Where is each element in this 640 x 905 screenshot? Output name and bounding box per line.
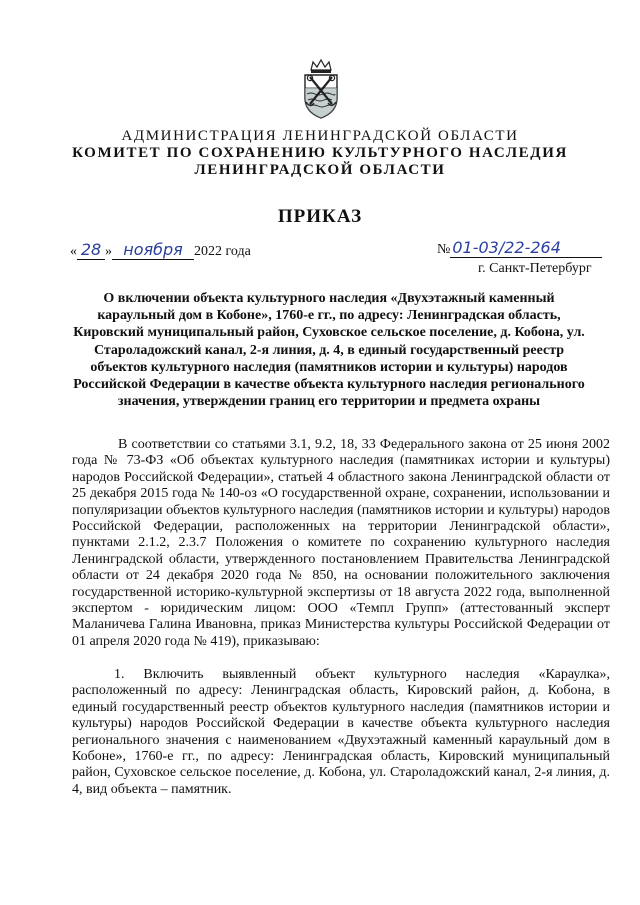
date-year: 2022 года xyxy=(194,244,251,259)
coat-of-arms-icon xyxy=(301,58,341,120)
clause-1-paragraph: 1. Включить выявленный объект культурного наследия «Караулка», расположенный по адресу: Ленинградская область, Кировский район, д. Кобона, в единый государственный реестр объектов культурного наследия (памятников истории и культуры) народов Российской Федерации в качестве объекта культурного наследия регионального значения с наименованием «Двухэтажный каменный караульный дом в Кобоне», 1760-е гг., по адресу: Ленинградская область, Кировский муниципальный район, Суховское сельское поселение, д. Кобона, ул. Староладожский канал, 2-я линия, д. 4, вид объекта – памятник. xyxy=(72,667,610,797)
number-handwritten: 01-03/22-264 xyxy=(450,238,602,258)
order-subject-heading: О включении объекта культурного наследия «Двухэтажный каменный караульный дом в Кобоне», 1760-е гг., по адресу: Ленинградская область, Кировский муниципальный район, Суховское сельское поселение, д. Кобона, ул. Староладожский канал, 2-я линия, д. 4, в единый государственный реестр объектов культурного наследия (памятников истории и культуры) народов Российской Федерации в качестве объекта культурного наследия регионального значения, утверждении границ его территории и предмета охраны xyxy=(73,291,585,410)
administration-name: АДМИНИСТРАЦИЯ ЛЕНИНГРАДСКОЙ ОБЛАСТИ xyxy=(121,128,519,144)
city-label: г. Санкт-Петербург xyxy=(478,261,592,276)
committee-region: ЛЕНИНГРАДСКОЙ ОБЛАСТИ xyxy=(194,162,446,178)
document-title: ПРИКАЗ xyxy=(277,206,363,227)
date-close-quote: » xyxy=(105,244,112,259)
committee-name: КОМИТЕТ ПО СОХРАНЕНИЮ КУЛЬТУРНОГО НАСЛЕДИЯ xyxy=(72,145,568,161)
date-open-quote: « xyxy=(70,244,77,259)
date-day-handwritten: 28 xyxy=(77,240,105,260)
date-month-handwritten: ноября xyxy=(112,240,194,260)
order-date xyxy=(70,240,251,260)
preamble-paragraph: В соответствии со статьями 3.1, 9.2, 18, 33 Федерального закона от 25 июня 2002 года № 73-ФЗ «Об объектах культурного наследия (памятниках истории и культуры) народов Российской Федерации», статьей 4 областного закона Ленинградской области от 25 декабря 2015 года № 140-оз «О государственной охране, сохранении, использовании и популяризации объектов культурного наследия (памятников истории и культуры) народов Российской Федерации, расположенных на территории Ленинградской области», пунктами 2.1.2, 2.3.7 Положения о комитете по сохранению культурного наследия Ленинградской области, утвержденного постановлением Правительства Ленинградской области от 24 декабря 2020 года № 850, на основании положительного заключения государственной историко-культурной экспертизы от 18 августа 2022 года, выполненной экспертом - юридическим лицом: ООО «Темпл Групп» (аттестованный эксперт Маланичева Галина Ивановна, приказ Министерства культуры Российской Федерации от 01 апреля 2020 года № 419), приказываю: xyxy=(72,437,610,649)
number-prefix: № xyxy=(437,242,451,257)
order-number xyxy=(437,238,602,258)
